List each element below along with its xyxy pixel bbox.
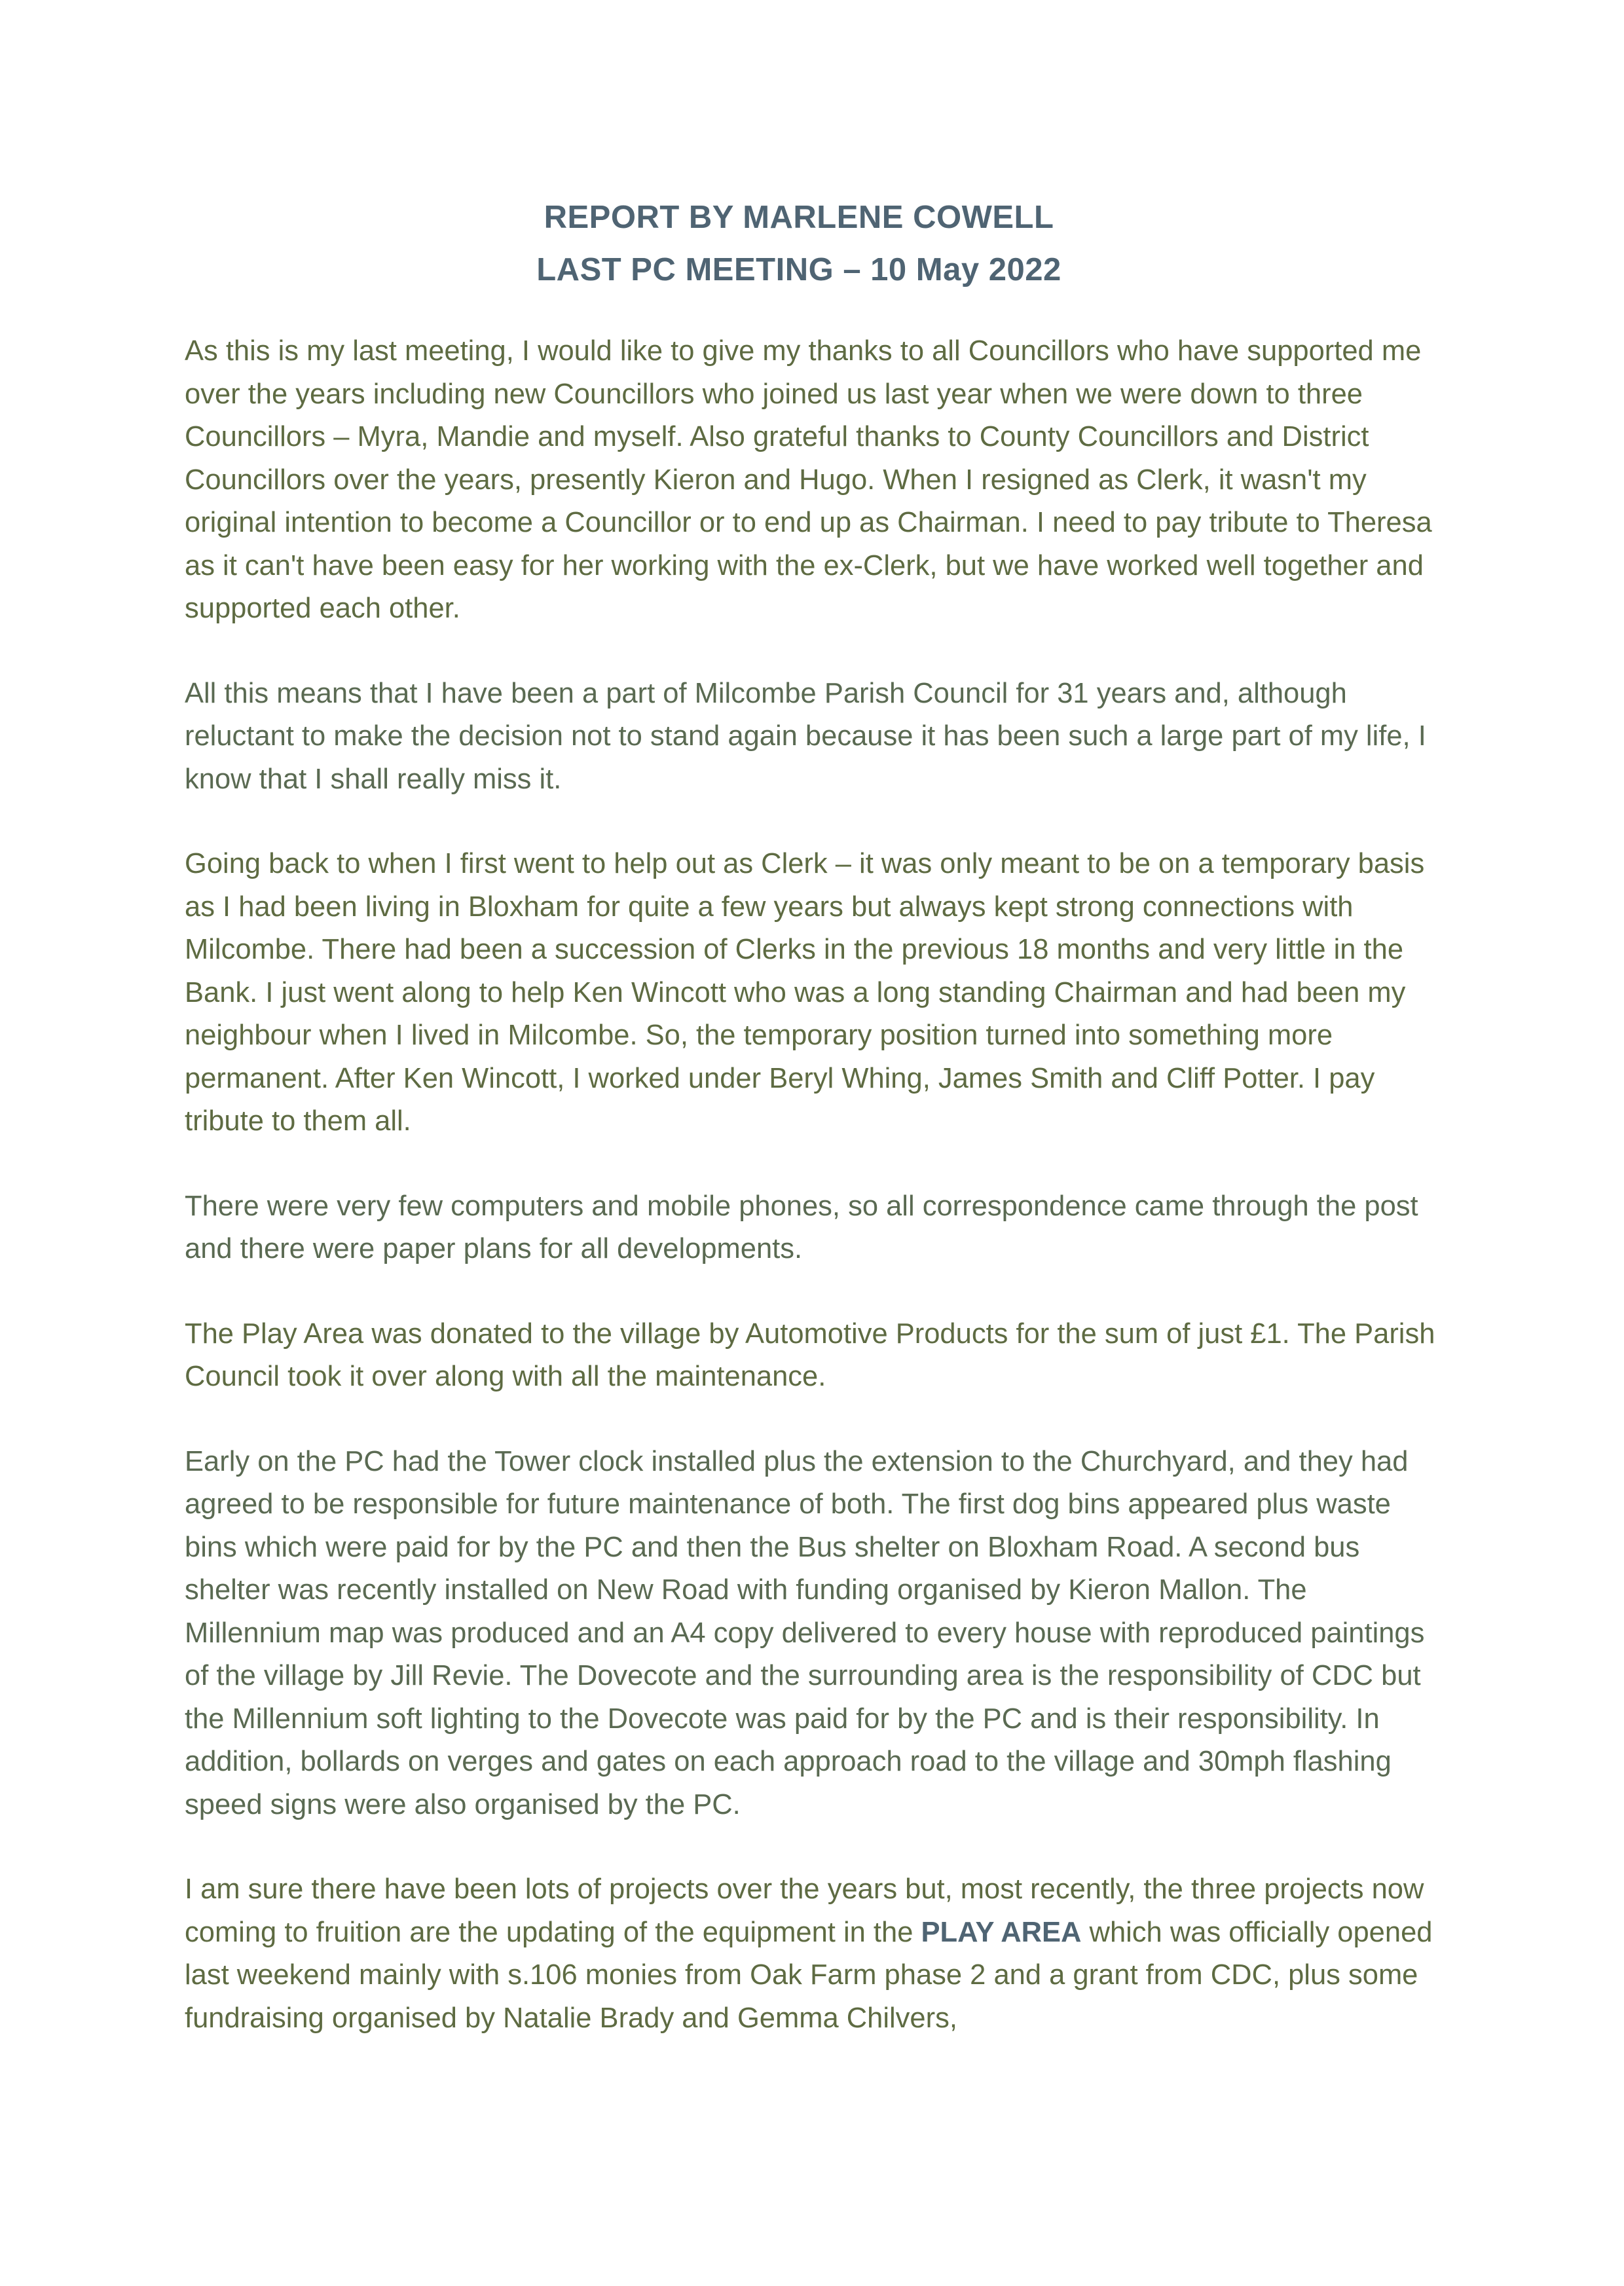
paragraph-clerk-history: Going back to when I first went to help out as Clerk – it was only meant to be on a temporary basis as I had been living in Bloxham for quite a few years but always kept strong connections with Milcombe. There had been a succession of Clerks in the previous 18 months and very little in the Bank. I just went along to help Ken Wincott who was a long standing Chairman and had been my neighbour when I lived in Milcombe. So, the temporary position turned into something more permanent. After Ken Wincott, I worked under Beryl Whing, James Smith and Cliff Potter. I pay tribute to them all.: [185, 848, 1425, 1137]
recent-projects-text-a: I am sure there have been lots of projects over the years but, most recently, the three projects now coming to fruition are the updating of the equipment in the: [185, 1873, 1424, 1948]
paragraph-play-area: The Play Area was donated to the village by Automotive Products for the sum of just £1. The Parish Council took it over along with all the maintenance.: [185, 1318, 1435, 1392]
paragraph-31-years: All this means that I have been a part of Milcombe Parish Council for 31 years and, although reluctant to make the decision not to stand again because it has been such a large part of my life, I know that I shall really miss it.: [185, 677, 1426, 795]
play-area-emphasis: PLAY AREA: [921, 1916, 1082, 1948]
paragraph-correspondence: There were very few computers and mobile phones, so all correspondence came through the post and there were paper plans for all developments.: [185, 1190, 1418, 1264]
document-body: [185, 330, 1442, 2082]
recent-projects-text-b: which was officially opened last weekend mainly with s.106 monies from Oak Farm phase 2 and a grant from CDC, plus some fundraising organised by Natalie Brady and Gemma Chilvers,: [185, 1916, 1433, 2034]
paragraph-projects-early: Early on the PC had the Tower clock installed plus the extension to the Churchyard, and they had agreed to be responsible for future maintenance of both. The first dog bins appeared plus waste bins which were paid for by the PC and then the Bus shelter on Bloxham Road. A second bus shelter was recently installed on New Road with funding organised by Kieron Mallon. The Millennium map was produced and an A4 copy delivered to every house with reproduced paintings of the village by Jill Revie. The Dovecote and the surrounding area is the responsibility of CDC but the Millennium soft lighting to the Dovecote was paid for by the PC and is their responsibility. In addition, bollards on verges and gates on each approach road to the village and 30mph flashing speed signs were also organised by the PC.: [185, 1445, 1425, 1820]
meeting-subtitle: LAST PC MEETING – 10 May 2022: [536, 252, 1061, 287]
paragraph-thanks: As this is my last meeting, I would like to give my thanks to all Councillors who have supported me over the years including new Councillors who joined us last year when we were down to three Councillors – Myra, Mandie and myself. Also grateful thanks to County Councillors and District Councillors over the years, presently Kieron and Hugo. When I resigned as Clerk, it wasn't my original intention to become a Councillor or to end up as Chairman. I need to pay tribute to Theresa as it can't have been easy for her working with the ex-Clerk, but we have worked well together and supported each other.: [185, 335, 1432, 624]
title-block: [0, 191, 1598, 296]
report-title: REPORT BY MARLENE COWELL: [544, 200, 1054, 235]
paragraph-recent-projects: [185, 1868, 1442, 2040]
